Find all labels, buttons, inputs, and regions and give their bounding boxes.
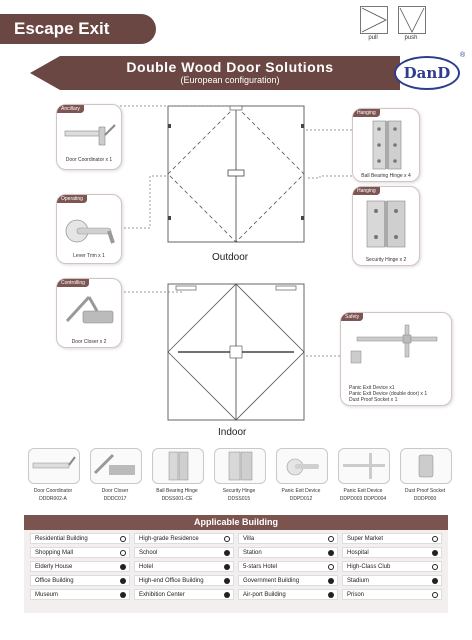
hinge-icon: [153, 449, 203, 483]
outdoor-label: Outdoor: [212, 252, 249, 263]
panic-bar-icon: [339, 449, 389, 483]
operating-caption: Lever Trim x 1: [73, 253, 105, 259]
product-code: DDDC017: [103, 496, 127, 502]
building-type-label: Stadium: [347, 578, 370, 584]
banner-title: Double Wood Door Solutions: [126, 59, 334, 75]
socket-icon: [401, 449, 451, 483]
hanging-card-2: [352, 186, 420, 266]
product-name: Door Closer: [101, 488, 129, 494]
hanging-tag-2: Hanging: [353, 187, 380, 195]
product-name: Ball Bearing Hinge: [156, 488, 198, 494]
coordinator-icon: [29, 449, 79, 483]
operating-card: [56, 194, 122, 264]
building-type-label: Elderly House: [35, 564, 73, 570]
building-type-cell: [342, 533, 442, 544]
controlling-card: [56, 278, 122, 348]
building-type-cell: [238, 575, 338, 586]
building-type-cell: [30, 575, 130, 586]
building-type-cell: [30, 547, 130, 558]
building-type-cell: [134, 533, 234, 544]
dust-proof-socket-icon: [349, 349, 363, 365]
product-code: DDPD003 DDPD004: [339, 496, 387, 502]
filled-dot-icon: [120, 578, 126, 584]
building-type-cell: [238, 533, 338, 544]
building-type-label: Shopping Mall: [35, 550, 74, 556]
product-name: Panic Exit Device: [281, 488, 321, 494]
building-type-cell: [134, 547, 234, 558]
empty-dot-icon: [120, 550, 126, 556]
hanging-tag-1: Hanging: [353, 109, 380, 117]
controlling-caption: Door Closer x 2: [71, 339, 107, 345]
empty-dot-icon: [432, 564, 438, 570]
building-type-label: Prison: [347, 592, 365, 598]
product-code: DDDR002-A: [39, 496, 67, 502]
safety-tag: Safety: [341, 313, 363, 321]
filled-dot-icon: [432, 550, 438, 556]
product-code: DDSS001-CE: [161, 496, 193, 502]
building-type-label: 5-stars Hotel: [243, 564, 278, 570]
registered-mark: ®: [460, 52, 466, 59]
ancillary-card: [56, 104, 122, 170]
product-thumb-hinge: [152, 448, 204, 484]
product-code: DDSS015: [227, 496, 251, 502]
building-type-label: School: [139, 550, 158, 556]
building-type-cell: [342, 561, 442, 572]
building-type-cell: [30, 533, 130, 544]
building-type-cell: [342, 547, 442, 558]
building-type-cell: [342, 589, 442, 600]
ancillary-tag: Ancillary: [57, 105, 84, 113]
product-thumb-coordinator: [28, 448, 80, 484]
push-label: push: [404, 35, 418, 41]
lever-trim-icon: [63, 209, 117, 249]
empty-dot-icon: [328, 564, 334, 570]
product-thumb-closer: [90, 448, 142, 484]
building-type-label: Hotel: [139, 564, 154, 570]
product-thumb-lever: [276, 448, 328, 484]
building-type-label: Office Building: [35, 578, 74, 584]
building-type-label: High-grade Residence: [139, 536, 199, 542]
empty-dot-icon: [224, 536, 230, 542]
building-type-cell: [342, 575, 442, 586]
product-name: Panic Exit Device: [343, 488, 383, 494]
security-hinge-icon: [215, 449, 265, 483]
product-name: Door Coordinator: [33, 488, 73, 494]
filled-dot-icon: [224, 564, 230, 570]
building-type-cell: [134, 589, 234, 600]
filled-dot-icon: [120, 564, 126, 570]
security-hinge-icon: [365, 199, 407, 249]
hanging-card-1: [352, 108, 420, 182]
ball-bearing-hinge-icon: [371, 119, 403, 171]
pull-label: pull: [368, 35, 378, 41]
filled-dot-icon: [328, 592, 334, 598]
building-type-cell: [238, 561, 338, 572]
operating-tag: Operating: [57, 195, 87, 203]
empty-dot-icon: [328, 536, 334, 542]
building-type-cell: [238, 589, 338, 600]
filled-dot-icon: [328, 578, 334, 584]
indoor-label: Indoor: [218, 427, 247, 438]
product-code: DDPD012: [289, 496, 313, 502]
closer-icon: [91, 449, 141, 483]
building-type-label: Station: [243, 550, 262, 556]
building-type-label: Villa: [243, 536, 255, 542]
banner-subtitle: (European configuration): [180, 75, 280, 85]
product-thumb-panic-bar: [338, 448, 390, 484]
hanging-caption-1: Ball Bearing Hinge x 4: [361, 173, 411, 179]
building-type-cell: [238, 547, 338, 558]
ancillary-caption: Door Coordinator x 1: [65, 157, 113, 163]
empty-dot-icon: [120, 536, 126, 542]
product-thumb-security-hinge: [214, 448, 266, 484]
product-name: Dust Proof Socket: [404, 488, 446, 494]
door-coordinator-icon: [63, 123, 117, 149]
filled-dot-icon: [120, 592, 126, 598]
building-type-cell: [134, 561, 234, 572]
product-thumb-socket: [400, 448, 452, 484]
lever-icon: [277, 449, 327, 483]
filled-dot-icon: [224, 592, 230, 598]
brand-logo: DanD: [394, 56, 460, 90]
building-type-label: High-Class Club: [347, 564, 391, 570]
building-type-cell: [30, 589, 130, 600]
safety-line-3: Dust Proof Socket x 1: [349, 397, 398, 403]
building-type-label: Super Market: [347, 536, 384, 542]
building-type-label: Air-port Building: [243, 592, 286, 598]
filled-dot-icon: [224, 550, 230, 556]
controlling-tag: Controlling: [57, 279, 89, 287]
filled-dot-icon: [432, 578, 438, 584]
building-type-label: High-end Office Building: [139, 578, 204, 584]
building-type-cell: [134, 575, 234, 586]
product-name: Security Hinge: [222, 488, 256, 494]
applicable-building-header: Applicable Building: [24, 515, 448, 530]
empty-dot-icon: [432, 592, 438, 598]
filled-dot-icon: [224, 578, 230, 584]
building-type-label: Government Building: [243, 578, 300, 584]
product-code: DDDP000: [413, 496, 437, 502]
filled-dot-icon: [328, 550, 334, 556]
building-type-label: Hospital: [347, 550, 369, 556]
safety-line-2: Panic Exit Device (double door) x 1: [349, 391, 428, 397]
page-title: Escape Exit: [0, 14, 156, 44]
safety-card: [340, 312, 452, 406]
safety-line-1: Panic Exit Device x1: [349, 385, 395, 391]
empty-dot-icon: [432, 536, 438, 542]
door-closer-icon: [63, 291, 117, 331]
hanging-caption-2: Security Hinge x 2: [365, 257, 407, 263]
building-type-label: Museum: [35, 592, 59, 598]
building-type-cell: [30, 561, 130, 572]
building-type-label: Exhibition Center: [139, 592, 185, 598]
building-type-label: Residential Building: [35, 536, 88, 542]
